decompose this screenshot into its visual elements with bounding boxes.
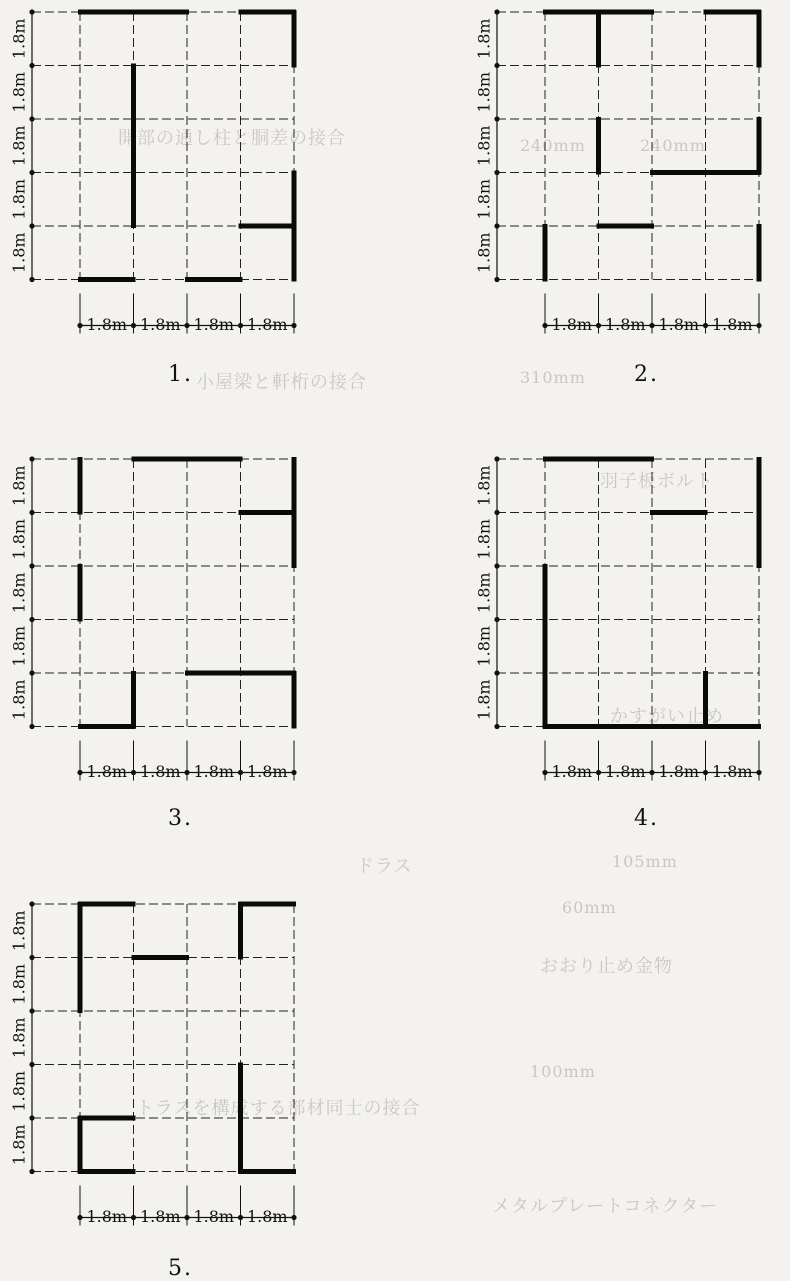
plan-3-width-label: 1.8m — [139, 762, 181, 781]
plan-1-width-label: 1.8m — [139, 315, 181, 334]
plan-4-width-label: 1.8m — [658, 762, 700, 781]
plan-1-dimension-tick — [184, 323, 189, 328]
plan-5-height-label: 1.8m — [9, 963, 29, 1005]
plan-4-width-label: 1.8m — [711, 762, 753, 781]
plan-4-dimension-tick — [494, 617, 499, 622]
plan-3-dimension-tick — [29, 670, 34, 675]
plan-5-height-label: 1.8m — [9, 1017, 29, 1059]
plan-3-width-label: 1.8m — [246, 762, 288, 781]
plan-4-dimension-tick — [542, 770, 547, 775]
plan-5-dimension-tick — [29, 1008, 34, 1013]
plan-3-height-label: 1.8m — [9, 572, 29, 614]
plan-4-width-label: 1.8m — [604, 762, 646, 781]
plan-1-width-label: 1.8m — [246, 315, 288, 334]
plan-5-height-label: 1.8m — [9, 1124, 29, 1166]
plan-4-label: 4. — [634, 806, 659, 831]
plan-4-height-label: 1.8m — [474, 679, 494, 721]
plan-5-height-label: 1.8m — [9, 910, 29, 952]
plan-2-label: 2. — [634, 362, 659, 387]
plan-3-height-label: 1.8m — [9, 679, 29, 721]
ghost-text: 小屋梁と軒桁の接合 — [196, 372, 367, 393]
plan-4-height-label: 1.8m — [474, 625, 494, 667]
plan-3-dimension-tick — [29, 617, 34, 622]
ghost-text: おおり止め金物 — [540, 956, 673, 977]
plan-1-dimension-tick — [238, 323, 243, 328]
plan-4-dimension-tick — [494, 456, 499, 461]
plan-5-dimension-tick — [184, 1215, 189, 1220]
plan-5-dimension-tick — [29, 901, 34, 906]
plan-2-dimension-tick — [756, 323, 761, 328]
ghost-text: トラスを構成する部材同士の接合 — [136, 1098, 421, 1119]
plan-5-dimension-tick — [29, 955, 34, 960]
ghost-text: かすがい止め — [610, 706, 724, 727]
plan-3-height-label: 1.8m — [9, 465, 29, 507]
plan-2-width-label: 1.8m — [711, 315, 753, 334]
plan-3-dimension-tick — [131, 770, 136, 775]
plan-1-height-label: 1.8m — [9, 125, 29, 167]
plan-4-height-label: 1.8m — [474, 572, 494, 614]
plan-1-dimension-tick — [29, 170, 34, 175]
plan-4-dimension-tick — [494, 670, 499, 675]
plan-2-dimension-tick — [596, 323, 601, 328]
plan-1-dimension-tick — [29, 223, 34, 228]
plan-4-dimension-tick — [494, 563, 499, 568]
plan-5-dimension-tick — [131, 1215, 136, 1220]
ghost-text: 240mm — [640, 136, 706, 155]
plan-3-height-label: 1.8m — [9, 518, 29, 560]
plan-3-dimension-tick — [291, 770, 296, 775]
plan-3-dimension-tick — [29, 563, 34, 568]
plan-3-width-label: 1.8m — [193, 762, 235, 781]
plan-4-dimension-tick — [703, 770, 708, 775]
plan-4-dimension-tick — [649, 770, 654, 775]
plan-2-dimension-tick — [494, 223, 499, 228]
plan-1-width-label: 1.8m — [86, 315, 128, 334]
ghost-text: 60mm — [562, 898, 617, 917]
plan-5-dimension-tick — [29, 1062, 34, 1067]
plan-4-dimension-tick — [756, 770, 761, 775]
plan-2-dimension-tick — [494, 63, 499, 68]
plan-2-dimension-tick — [494, 116, 499, 121]
plan-5-width-label: 1.8m — [193, 1207, 235, 1226]
plan-1-dimension-tick — [29, 277, 34, 282]
plan-2-width-label: 1.8m — [551, 315, 593, 334]
plan-2-height-label: 1.8m — [474, 18, 494, 60]
plan-5-dimension-tick — [238, 1215, 243, 1220]
plan-3-dimension-tick — [29, 724, 34, 729]
plan-3-height-label: 1.8m — [9, 625, 29, 667]
plan-4-dimension-tick — [494, 510, 499, 515]
plan-1-dimension-tick — [131, 323, 136, 328]
plan-1-dimension-tick — [291, 323, 296, 328]
plan-5-height-label: 1.8m — [9, 1070, 29, 1112]
ghost-text: 100mm — [530, 1062, 596, 1081]
plan-1-height-label: 1.8m — [9, 71, 29, 113]
ghost-text: 開部の通し柱と胴差の接合 — [118, 128, 346, 149]
plan-5-dimension-tick — [291, 1215, 296, 1220]
plan-5-width-label: 1.8m — [246, 1207, 288, 1226]
plan-4-dimension-tick — [494, 724, 499, 729]
plan-2-dimension-tick — [542, 323, 547, 328]
plan-3-dimension-tick — [29, 510, 34, 515]
plan-2-dimension-tick — [494, 9, 499, 14]
plan-5-dimension-tick — [29, 1115, 34, 1120]
plan-2-height-label: 1.8m — [474, 232, 494, 274]
plan-3-dimension-tick — [184, 770, 189, 775]
plan-1-dimension-tick — [29, 116, 34, 121]
plan-3-label: 3. — [168, 806, 193, 831]
plan-2-dimension-tick — [649, 323, 654, 328]
plan-3-dimension-tick — [29, 456, 34, 461]
plan-2-height-label: 1.8m — [474, 125, 494, 167]
plan-2-height-label: 1.8m — [474, 178, 494, 220]
plan-1-height-label: 1.8m — [9, 18, 29, 60]
plan-3-width-label: 1.8m — [86, 762, 128, 781]
ghost-text: 羽子板ボルト — [600, 471, 714, 492]
plan-1-label: 1. — [168, 362, 193, 387]
plan-1-dimension-tick — [29, 9, 34, 14]
plan-5-width-label: 1.8m — [86, 1207, 128, 1226]
plan-4-height-label: 1.8m — [474, 465, 494, 507]
plan-4-width-label: 1.8m — [551, 762, 593, 781]
plan-2-dimension-tick — [494, 170, 499, 175]
plan-2-height-label: 1.8m — [474, 71, 494, 113]
plan-1-dimension-tick — [77, 323, 82, 328]
plan-3-dimension-tick — [77, 770, 82, 775]
ghost-text: メタルプレートコネクター — [492, 1196, 719, 1217]
plan-1-width-label: 1.8m — [193, 315, 235, 334]
plan-4-height-label: 1.8m — [474, 518, 494, 560]
plan-5-dimension-tick — [29, 1169, 34, 1174]
plan-2-width-label: 1.8m — [604, 315, 646, 334]
plan-1-height-label: 1.8m — [9, 232, 29, 274]
ghost-text: 105mm — [612, 852, 678, 871]
plan-4-dimension-tick — [596, 770, 601, 775]
ghost-text: 240mm — [520, 136, 586, 155]
plan-2-dimension-tick — [494, 277, 499, 282]
ghost-text: ドラス — [356, 856, 413, 877]
plan-1-height-label: 1.8m — [9, 178, 29, 220]
plan-5-width-label: 1.8m — [139, 1207, 181, 1226]
plan-5-label: 5. — [168, 1256, 193, 1281]
ghost-text: 310mm — [520, 368, 586, 387]
plan-2-width-label: 1.8m — [658, 315, 700, 334]
plan-3-dimension-tick — [238, 770, 243, 775]
plan-5-dimension-tick — [77, 1215, 82, 1220]
plan-1-dimension-tick — [29, 63, 34, 68]
plan-2-dimension-tick — [703, 323, 708, 328]
